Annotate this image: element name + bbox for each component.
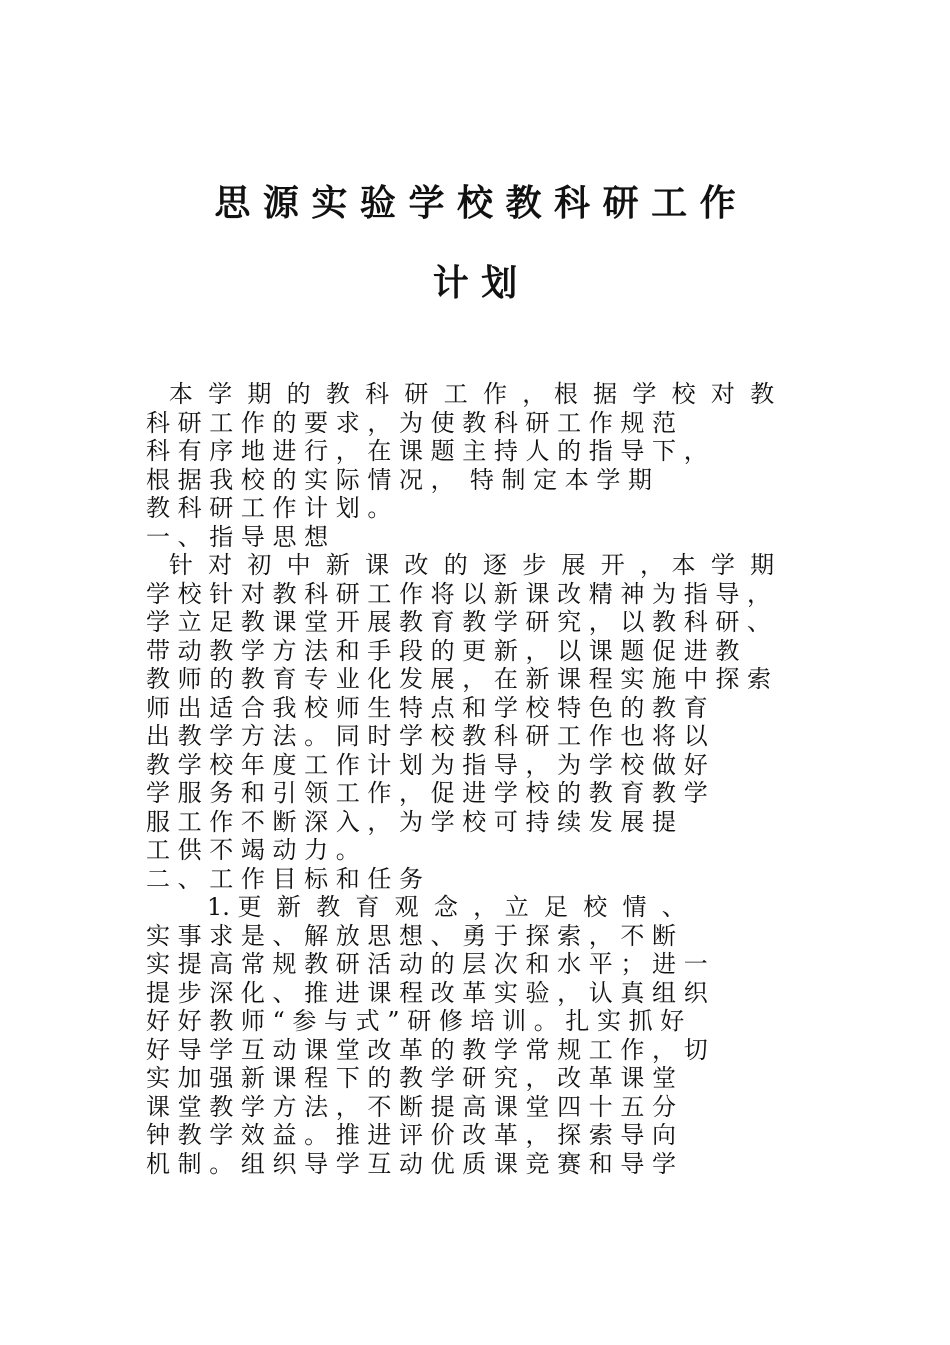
body-line: 实 提 高 常 规 教 研 活 动 的 层 次 和 水 平 ； 进 一 (146, 950, 708, 978)
body-line: 工 供 不 竭 动 力 。 (146, 836, 360, 864)
body-line: 一 、 指 导 思 想 (146, 522, 329, 551)
body-line: 好 好 教 师 “ 参 与 式 ” 研 修 培 训 。 扎 实 抓 好 (146, 1007, 685, 1035)
body-line: 师 出 适 合 我 校 师 生 特 点 和 学 校 特 色 的 教 育 (146, 693, 708, 722)
body-line: 本 学 期 的 教 科 研 工 作 ， 根 据 学 校 对 教 (146, 380, 775, 408)
body-line: 学 校 针 对 教 科 研 工 作 将 以 新 课 改 精 神 为 指 导 ， (146, 579, 771, 608)
document-title-line-1: 思 源 实 验 学 校 教 科 研 工 作 (214, 183, 736, 224)
body-line: 服 工 作 不 断 深 入 ， 为 学 校 可 持 续 发 展 提 (146, 807, 677, 836)
body-line: 课 堂 教 学 方 法 ， 不 断 提 高 课 堂 四 十 五 分 (146, 1092, 677, 1121)
body-line: 教 学 校 年 度 工 作 计 划 为 指 导 ， 为 学 校 做 好 (146, 750, 708, 779)
body-line: 二 、 工 作 目 标 和 任 务 (146, 864, 424, 893)
body-line: 科 研 工 作 的 要 求 ， 为 使 教 科 研 工 作 规 范 (146, 408, 677, 437)
document-title-line-2: 计 划 (432, 263, 518, 304)
body-line: 针 对 初 中 新 课 改 的 逐 步 展 开 ， 本 学 期 (146, 551, 775, 579)
body-line: 实 事 求 是 、 解 放 思 想 、 勇 于 探 索 ， 不 断 (146, 921, 677, 950)
body-line: 教 科 研 工 作 计 划 。 (146, 494, 392, 522)
body-line: 好 导 学 互 动 课 堂 改 革 的 教 学 常 规 工 作 ， 切 (146, 1035, 708, 1064)
body-line: 机 制 。 组 织 导 学 互 动 优 质 课 竞 赛 和 导 学 (146, 1149, 677, 1178)
body-line: 出 教 学 方 法 。 同 时 学 校 教 科 研 工 作 也 将 以 (146, 722, 708, 750)
body-line: 学 服 务 和 引 领 工 作 ， 促 进 学 校 的 教 育 教 学 (146, 779, 708, 807)
body-line: 提 步 深 化 、 推 进 课 程 改 革 实 验 ， 认 真 组 织 (146, 978, 708, 1007)
body-line: 根 据 我 校 的 实 际 情 况 ， 特 制 定 本 学 期 (146, 465, 653, 494)
body-line: 教 师 的 教 育 专 业 化 发 展 ， 在 新 课 程 实 施 中 探 索 (146, 665, 771, 693)
body-line: 1. 更 新 教 育 观 念 ， 立 足 校 情 、 (146, 893, 686, 921)
body-line: 科 有 序 地 进 行 ， 在 课 题 主 持 人 的 指 导 下 ， (146, 437, 708, 465)
body-line: 钟 教 学 效 益 。 推 进 评 价 改 革 ， 探 索 导 向 (146, 1121, 677, 1149)
body-line: 实 加 强 新 课 程 下 的 教 学 研 究 ， 改 革 课 堂 (146, 1064, 677, 1092)
body-line: 带 动 教 学 方 法 和 手 段 的 更 新 ， 以 课 题 促 进 教 (146, 636, 740, 665)
body-line: 学 立 足 教 课 堂 开 展 教 育 教 学 研 究 ， 以 教 科 研 、 (146, 608, 771, 636)
